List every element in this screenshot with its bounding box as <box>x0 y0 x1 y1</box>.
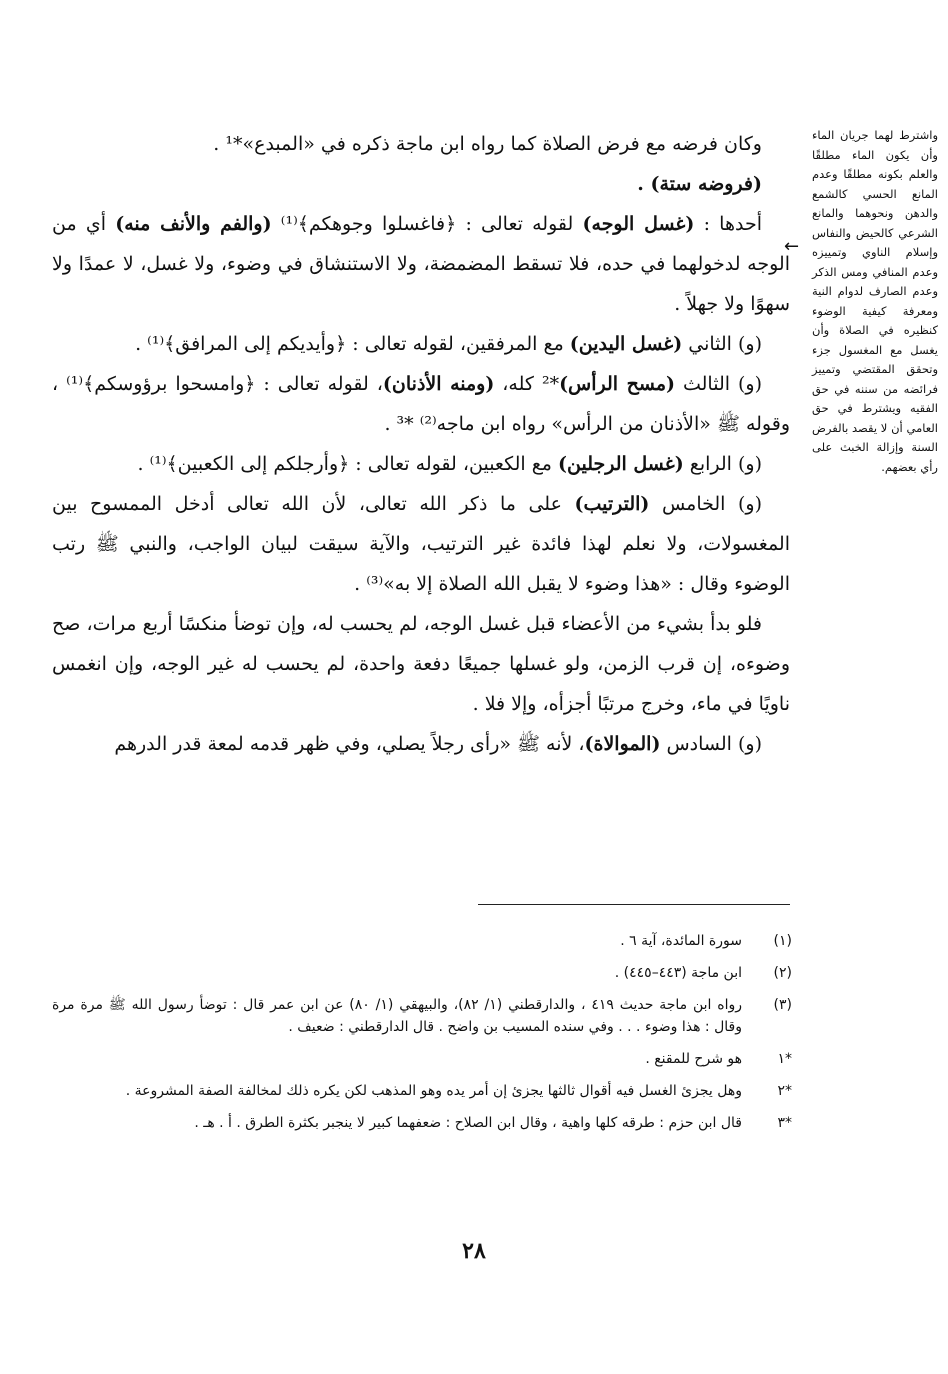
main-text <box>52 124 790 764</box>
footnote-text: رواه ابن ماجة حديث ٤١٩ ، والدارقطني (١/ ٨٢)، والبيهقي (١/ ٨٠) عن ابن عمر قال : توضأ رسول الله ﷺ مرة مرة وقال : هذا وضوء . . . وفي سنده المسيب بن واضح . قال الدارقطني : ضعيف . <box>52 997 743 1035</box>
term-continuity: (الموالاة) <box>584 733 661 755</box>
paragraph-fifth-fard <box>52 484 790 604</box>
text: ، لأنه ﷺ «رأى رجلاً يصلي، وفي ظهر قدمه لمعة قدر الدرهم <box>114 733 585 755</box>
term-hands: (غسل اليدين) <box>569 333 683 355</box>
footnote-number: (٢) <box>773 965 792 981</box>
term-ears: (ومنه الأذنان) <box>382 373 495 395</box>
footnote-text: هو شرح للمقنع . <box>645 1051 742 1067</box>
footnote-text: قال ابن حزم : طرقه كلها واهية ، وقال ابن الصلاح : ضعفهما كبير لا ينجبر بكثرة الطرق . أ . هـ . <box>194 1115 742 1131</box>
footnote-item <box>52 1080 792 1102</box>
paragraph-order-detail: فلو بدأ بشيء من الأعضاء قبل غسل الوجه، لم يحسب له، وإن توضأ منكسًا أربع مرات، صح وضوءه، إن قرب الزمن، ولو غسلها جميعًا دفعة واحدة، لم يحسب له غير الوجه، وإن انغمس ناويًا في ماء، وخرج مرتبًا أجزأه، وإلا فلا . <box>52 613 790 715</box>
section-heading <box>52 164 790 204</box>
paragraph-sixth-fard <box>52 724 790 764</box>
footnote-number: (٣) <box>773 997 792 1013</box>
paragraph-second-fard <box>52 324 790 364</box>
paragraph-first-fard <box>52 204 790 324</box>
text: مع الكعبين، لقوله تعالى : ﴿وأرجلكم إلى الكعبين﴾⁽¹⁾ . <box>137 453 559 475</box>
footnote-text: ابن ماجة (٤٤٣–٤٤٥) . <box>614 965 742 981</box>
term-head: (مسح الرأس) <box>559 373 676 395</box>
footnote-number: (١) <box>773 933 792 949</box>
footnote-item <box>52 994 792 1038</box>
footnotes <box>52 930 792 1144</box>
footnote-item <box>52 1112 792 1134</box>
text: (و) الثاني <box>682 333 762 355</box>
heading-text: (فروضه ستة) . <box>637 173 762 195</box>
term-order: (الترتيب) <box>574 493 650 515</box>
text: أحدها : <box>694 213 762 235</box>
left-arrow-icon: ← <box>784 236 800 257</box>
text: (و) الثالث <box>675 373 762 395</box>
text: (و) السادس <box>660 733 762 755</box>
footnote-text: سورة المائدة، آية ٦ . <box>620 933 742 949</box>
footnote-item <box>52 930 792 952</box>
footnote-divider <box>478 904 790 905</box>
footnote-item <box>52 1048 792 1070</box>
text: أي من الوجه لدخولهما في حده، فلا تسقط المضمضة، ولا الاستنشاق في وضوء، ولا غسل، لا عمدًا ولا سهوًا ولا جهلاً . <box>52 213 790 315</box>
paragraph-third-fard <box>52 364 790 444</box>
page-number: ٢٨ <box>462 1238 486 1264</box>
text: لقوله تعالى : ﴿فاغسلوا وجوهكم﴾⁽¹⁾ <box>271 213 583 235</box>
text: مع المرفقين، لقوله تعالى : ﴿وأيديكم إلى المرافق﴾⁽¹⁾ . <box>135 333 570 355</box>
margin-note: واشترط لهما جريان الماء وأن يكون الماء مطلقًا والعلم بكونه مطلقًا وعدم المانع الحسي كالشمع والدهن ونحوهما والمانع الشرعي كالحيض والنفاس وإسلام الناوي وتمييزه وعدم المنافي ومس الذكر وعدم الصارف لدوام النية ومعرفة كيفية الوضوء كنظيره في الصلاة وأن يغسل مع المغسول جزء وتحقق المقتضي وتمييز فرائضه من سننه في حق الفقيه ويشترط في حق العامي أن لا يقصد بالفرض السنة وإزالة الخبث على رأي بعضهم. <box>812 128 938 474</box>
paragraph-fourth-fard <box>52 444 790 484</box>
text: على ما ذكر الله تعالى، لأن الله تعالى أدخل الممسوح بين المغسولات، ولا نعلم لهذا فائدة غير الترتيب، والآية سيقت لبيان الواجب، والنبي ﷺ رتب الوضوء وقال : «هذا وضوء لا يقبل الله الصلاة إلا به»⁽³⁾ . <box>52 493 790 595</box>
paragraph-intro: وكان فرضه مع فرض الصلاة كما رواه ابن ماجة ذكره في «المبدع»*¹ . <box>213 133 762 155</box>
text: ، لقوله تعالى : ﴿وامسحوا برؤوسكم﴾⁽¹⁾ ، وقوله ﷺ «الأذنان من الرأس» رواه ابن ماجه⁽²⁾ *³ . <box>52 373 790 435</box>
term-mouth-nose: (والفم والأنف منه) <box>115 213 272 235</box>
footnote-number: *٣ <box>777 1115 792 1131</box>
term-face: (غسل الوجه) <box>582 213 695 235</box>
footnote-number: *١ <box>777 1051 792 1067</box>
text: (و) الخامس <box>649 493 762 515</box>
term-feet: (غسل الرجلين) <box>558 453 684 475</box>
footnote-number: *٢ <box>777 1083 792 1099</box>
footnote-item <box>52 962 792 984</box>
text: (و) الرابع <box>683 453 762 475</box>
footnote-text: وهل يجزئ الغسل فيه أقوال ثالثها يجزئ إن أمر يده وهو المذهب لكن يكره ذلك لمخالفة الصفة المشروعة . <box>125 1083 742 1099</box>
text: *² كله، <box>494 373 560 395</box>
